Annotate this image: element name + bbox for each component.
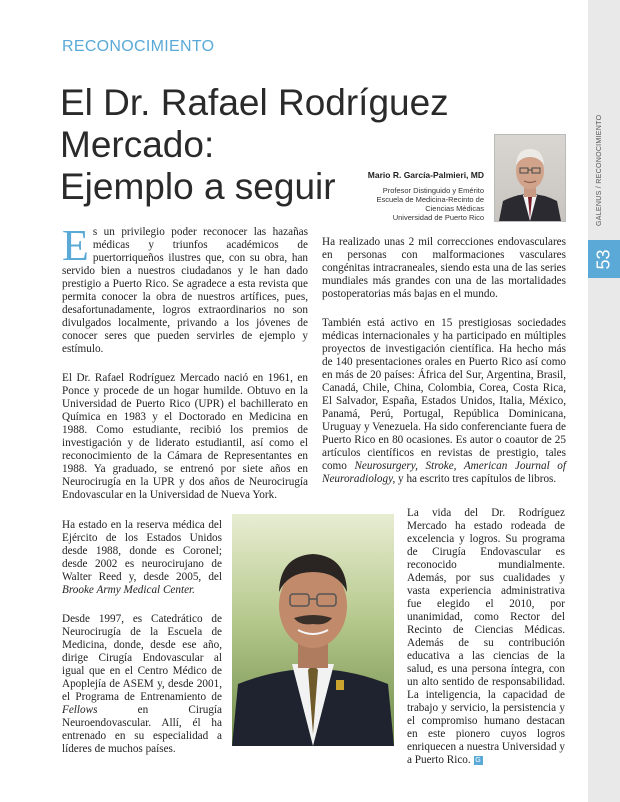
end-of-article-mark: G: [475, 756, 481, 764]
page-number: 53: [593, 248, 614, 270]
paragraph-text: s un privilegio poder reconocer las hazañas médicas y triunfos académicos de puertorriqueños ilustres que, con su obra, han servido bien a nuestros ciudadanos y le han dado prestigio a Puerto Rico. Se agradece a esta revista que permita conocer la obra de nuestros artífices, pues, desafortunadamente, logros extraordinarios no son divulgados localmente, privando a los jóvenes de conocer seres que pueden servirles de ejemplo y estímulo.: [62, 226, 308, 355]
subject-portrait-illustration: [232, 514, 394, 746]
title-line-1: El Dr. Rafael Rodríguez Mercado:: [60, 82, 449, 165]
program-term: Fellows: [62, 704, 98, 716]
author-affiliation-line: Ciencias Médicas: [425, 204, 484, 213]
institution-name: Brooke Army Medical Center.: [62, 584, 195, 596]
article-column-4: [407, 507, 565, 783]
paragraph: Ha realizado unas 2 mil correcciones endovasculares en personas con malformaciones vasculares congénitas intracraneales, siendo esta una de las series mundiales más grandes con una de las mortalidades postoperatorias más bajas en el mundo.: [322, 236, 566, 300]
author-name: Mario R. García-Palmieri, MD: [367, 170, 484, 180]
paragraph: [407, 507, 565, 767]
journal-names: Neurosurgery, Stroke, American Journal of Neuroradiology,: [322, 460, 566, 485]
paragraph-text: También está activo en 15 prestigiosas sociedades médicas internacionales y ha participado en múltiples proyectos de investigación científica. Ha hecho más de 140 presentaciones orales en Puerto Rico así como en más de 20 países: África del Sur, Argentina, Brasil, Canadá, Chile, China, Colombia, Corea, Costa Rica, El Salvador, España, Estados Unidos, Italia, México, Panamá, Perú, Portugal, República Dominicana, Uruguay y Venezuela. Ha sido conferenciante fuera de Puerto Rico en 80 ocasiones. Es autor o coautor de 25 artículos científicos en revistas de prestigio, tales como: [322, 317, 566, 472]
article-column-1: [62, 221, 308, 518]
paragraph-text: La vida del Dr. Rodríguez Mercado ha estado rodeada de excelencia y logros. Su programa de Cirugía Endovascular es reconocido mundialmente. Además, por sus cualidades y vasta experiencia administrativa fue elegido el 2010, por unanimidad, como Rector del Recinto de Ciencias Médicas. Además de su contribución educativa a las ciencias de la salud, es una persona íntegra, con un alto sentido de responsabilidad. La inteligencia, la capacidad de trabajo y servicio, la persistencia y el compromiso humano destacan en este pionero cuyos logros enriquecen a nuestra Universidad y a Puerto Rico.: [407, 507, 565, 766]
paragraph: [62, 613, 222, 756]
running-head: [596, 114, 610, 240]
paragraph-text: y ha escrito tres capítulos de libros.: [395, 473, 557, 485]
sidebar-strip: [588, 0, 620, 802]
author-affiliation: [300, 186, 484, 222]
drop-cap: E: [62, 221, 89, 270]
author-affiliation-line: Profesor Distinguido y Emérito: [382, 186, 484, 195]
author-portrait-photo: [494, 134, 566, 222]
section-label: RECONOCIMIENTO: [62, 38, 215, 55]
paragraph: [322, 317, 566, 486]
article-column-2: [322, 236, 566, 502]
subject-photo: [232, 514, 394, 746]
paragraph-text: Desde 1997, es Catedrático de Neurocirugía de la Escuela de Medicina, donde, desde ese año, dirige Cirugía Endovascular al igual que en el Centro Médico de Apoplejía de ASEM y, desde 2001, el Programa de Entrenamiento de: [62, 613, 222, 703]
paragraph: El Dr. Rafael Rodríguez Mercado nació en 1961, en Ponce y procede de un hogar humilde. Obtuvo en la Universidad de Puerto Rico (UPR) el bachillerato en Química en 1983 y el Doctorado en Medicina en 1988. Como estudiante, recibió los premios de investigación y de liderato estudiantil, así como el reconocimiento de la Cámara de Representantes en 1988. Ya graduado, se entrenó por siete años en Neurocirugía en la UPR y dos años de Neurocirugía Endovascular en la Universidad de Nueva York.: [62, 372, 308, 501]
paragraph: [62, 519, 222, 597]
running-head-text: GALENUS / RECONOCIMIENTO: [596, 114, 603, 226]
article-column-3: [62, 519, 222, 772]
paragraph-text: en Cirugía Neuroendovascular. Allí, él ha entrenado en su especialidad a líderes de muchos países.: [62, 704, 222, 755]
author-portrait-illustration: [495, 135, 565, 221]
author-affiliation-line: Universidad de Puerto Rico: [392, 213, 484, 222]
author-affiliation-line: Escuela de Medicina-Recinto de: [376, 195, 484, 204]
paragraph-text: Ha estado en la reserva médica del Ejército de los Estados Unidos desde 1988, donde es Coronel; desde 2002 es neurocirujano de Walter Reed y, desde 2005, del: [62, 519, 222, 583]
page-number-tab: [588, 240, 620, 278]
paragraph: [62, 221, 308, 356]
title-line-2: Ejemplo a seguir: [60, 166, 336, 207]
